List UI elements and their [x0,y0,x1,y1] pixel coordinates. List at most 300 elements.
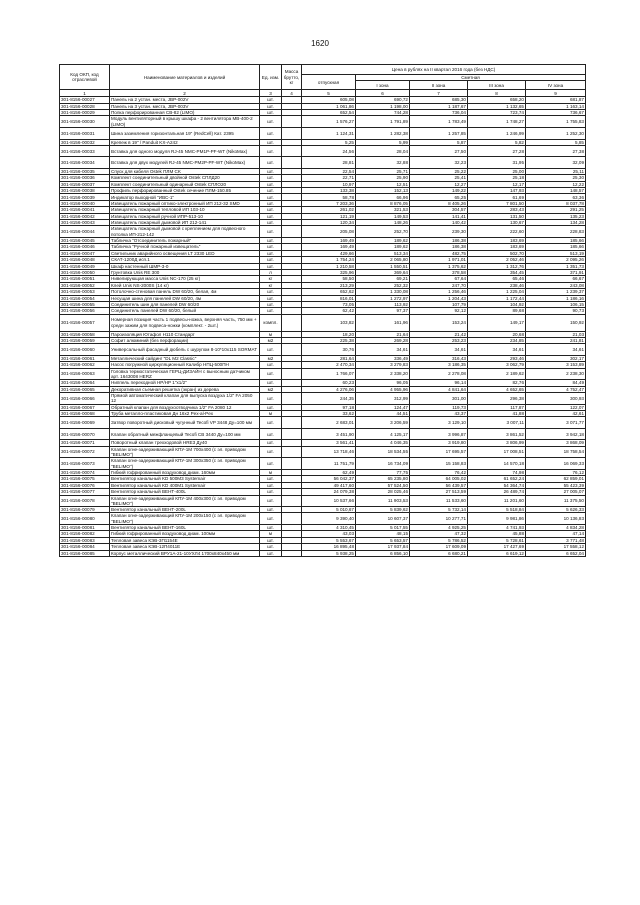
price-zone-2: 10 277,71 [410,513,468,525]
item-mass [282,458,302,470]
price-zone-1: 12,51 [356,181,410,187]
item-unit: шт. [260,213,282,219]
price-zone-1: 2 065,80 [356,257,410,263]
price-zone-4: 27 005,07 [526,489,586,495]
column-number: 9 [526,90,586,97]
item-unit: кг [260,276,282,282]
price-zone-1: 513,34 [356,250,410,256]
header-price-caption: Цена в рублях на II квартал 2016 года (без НДС) [302,65,586,75]
item-name: Обратный клапан для воздухоотводчика 1/2" FA 2080 12 [110,404,260,410]
item-code: 301-8156-00037 [60,181,110,187]
price-table [59,64,586,557]
price-zone-2: 56 439,57 [410,482,468,488]
item-name: Затвор поворотный дисковый чугунный Tecofi VP 3448 Ду=100 мм [110,417,260,429]
price-zone-2: 141,41 [410,213,468,219]
price-zone-1: 65 235,80 [356,476,410,482]
item-code: 301-8156-00065 [60,386,110,392]
item-code: 301-8156-00075 [60,476,110,482]
item-unit: шт. [260,301,282,307]
item-unit: шт. [260,404,282,410]
price-zone-4: 4 834,28 [526,525,586,531]
item-unit: м2 [260,386,282,392]
item-mass [282,393,302,405]
item-unit: шт. [260,344,282,356]
price-zone-2: 43,37 [410,411,468,417]
item-unit: м2 [260,355,282,361]
price-zone-1: 25,71 [356,168,410,174]
price-zone-2: 27 513,59 [410,489,468,495]
price-zone-4: 55 423,39 [526,482,586,488]
price-release: 13 718,46 [302,446,356,458]
item-unit: шт. [260,380,282,386]
price-zone-2: 153,24 [410,314,468,331]
header-code: Код ОКП, код отраслевой [60,65,110,90]
item-name: Вентилятор канальный KD 500M3 Systemair [110,476,260,482]
item-unit: шт. [260,175,282,181]
price-zone-3: 283,43 [468,207,526,213]
price-zone-2: 186,38 [410,244,468,250]
price-zone-1: 10 607,37 [356,513,410,525]
price-zone-4: 76,12 [526,469,586,475]
price-zone-1: 113,92 [356,301,410,307]
price-zone-4: 17 558,12 [526,544,586,550]
price-release: 103,82 [302,314,356,331]
item-code: 301-8156-00034 [60,157,110,169]
item-name: Извещатель пожарный ручной ИПР-513-10 [110,213,260,219]
price-zone-2: 92,12 [410,308,468,314]
column-number: 2 [110,90,260,97]
item-name: Номерная позиция часть 1 подвесы-ножка, верхняя часть, 750 мм + средн зажим для подвеса-ножки (комплект. - 2шт.) [110,314,260,331]
table-row [60,368,586,380]
price-zone-4: 5,85 [526,139,586,145]
item-unit: шт. [260,128,282,140]
price-zone-1: 148,26 [356,220,410,226]
price-release: 7 203,36 [302,200,356,206]
item-name: Клапан огне-задерживающий КПУ-1М 400х300 (с эл. приводом "BELIMO") [110,495,260,507]
price-zone-2: 12,27 [410,181,468,187]
item-unit: м [260,411,282,417]
price-zone-4: 90,73 [526,308,586,314]
price-zone-4: 1 239,37 [526,289,586,295]
item-name: Гибкий гофрированный воздуховод диам. 100мм [110,531,260,537]
price-zone-2: 3 919,80 [410,440,468,446]
price-zone-1: 321,53 [356,207,410,213]
price-zone-4: 84,49 [526,380,586,386]
price-zone-1: 3 279,83 [356,362,410,368]
price-zone-4: 47,14 [526,531,586,537]
item-code: 301-8156-00029 [60,110,110,116]
price-zone-3: 54 364,74 [468,482,526,488]
column-numbers-row [60,90,586,97]
item-code: 301-8156-00085 [60,550,110,556]
item-unit: шт. [260,495,282,507]
item-name: Насос погружной циркуляционный Калибр НПЦ-500ПН [110,362,260,368]
price-zone-4: 736,67 [526,110,586,116]
price-zone-4: 3 771,48 [526,537,586,543]
price-zone-4: 148,57 [526,188,586,194]
price-zone-1: 8 876,05 [356,200,410,206]
item-name: Нивелирующая масса Unis NC-170 (25 кг) [110,276,260,282]
item-name: Комплект соединительный одинарный Ostek CПЛО20 [110,181,260,187]
price-release: 652,62 [302,289,356,295]
item-unit: шт. [260,446,282,458]
price-release: 652,54 [302,110,356,116]
price-zone-4: 1 163,14 [526,103,586,109]
price-release: 2 470,34 [302,362,356,368]
price-zone-4: 63,36 [526,194,586,200]
column-number: 7 [410,90,468,97]
price-zone-4: 106,15 [526,301,586,307]
item-mass [282,145,302,157]
price-zone-3: 27,28 [468,145,526,157]
item-unit: компл. [260,314,282,331]
price-zone-3: 222,60 [468,226,526,238]
price-zone-2: 1 256,46 [410,289,468,295]
price-zone-3: 4 741,93 [468,525,526,531]
price-zone-1: 152,13 [356,188,410,194]
price-release: 56 042,37 [302,476,356,482]
price-zone-1: 269,28 [356,338,410,344]
price-zone-1: 11 903,53 [356,495,410,507]
item-mass [282,428,302,440]
item-mass [282,157,302,169]
price-zone-2: 149,22 [410,188,468,194]
price-zone-1: 1 550,51 [356,263,410,269]
item-name: Вентилятор канальный ВЕНТ-400L [110,489,260,495]
price-zone-4: 34,61 [526,344,586,356]
price-zone-2: 6 680,21 [410,550,468,556]
price-release: 213,29 [302,282,356,288]
item-code: 301-8156-00079 [60,507,110,513]
price-zone-3: 234,85 [468,338,526,344]
column-number: 5 [302,90,356,97]
item-name: Модуль вентиляторный в крышу шкафа - 2 вентилятора MB-400-2 (LIMO) [110,116,260,128]
item-mass [282,226,302,238]
price-zone-1: 189,62 [356,237,410,243]
price-release: 60,23 [302,380,356,386]
price-zone-1: 1 272,97 [356,295,410,301]
price-zone-3: 4 652,65 [468,386,526,392]
price-release: 3 561,41 [302,440,356,446]
price-release: 16 895,48 [302,544,356,550]
price-zone-3: 6 619,12 [468,550,526,556]
table-row [60,145,586,157]
item-unit: шт. [260,188,282,194]
price-zone-4: 1 755,83 [526,116,586,128]
price-zone-1: 18 534,55 [356,446,410,458]
price-zone-4: 42,61 [526,411,586,417]
item-name: Тепловая завеса КЭВ-3П1154Е [110,537,260,543]
price-zone-3: 1 225,04 [468,289,526,295]
price-zone-3: 1 312,76 [468,263,526,269]
item-code: 301-8156-00040 [60,200,110,206]
price-zone-1: 5,99 [356,139,410,145]
price-zone-2: 1 187,67 [410,103,468,109]
price-zone-1: 77,75 [356,469,410,475]
item-name: Софит алюминий (без перфорации) [110,338,260,344]
price-release: 62,49 [302,469,356,475]
item-code: 301-8156-00078 [60,495,110,507]
item-code: 301-8156-00033 [60,145,110,157]
item-name: Полка перфорированная CB-82 (LIMO) [110,110,260,116]
price-zone-1: 252,70 [356,226,410,238]
table-row [60,393,586,405]
price-zone-2: 17 609,09 [410,544,468,550]
price-release: 133,38 [302,188,356,194]
price-release: 62,42 [302,308,356,314]
price-zone-1: 16 734,09 [356,458,410,470]
item-unit: шт. [260,194,282,200]
price-zone-2: 107,79 [410,301,468,307]
price-zone-2: 1 375,62 [410,263,468,269]
item-code: 301-8156-00039 [60,194,110,200]
price-zone-2: 5 732,14 [410,507,468,513]
price-zone-3: 723,74 [468,110,526,116]
price-zone-2: 21,42 [410,331,468,337]
price-release: 1 210,58 [302,263,356,269]
item-unit: шт. [260,544,282,550]
price-zone-2: 5 786,52 [410,537,468,543]
item-code: 301-8156-00084 [60,544,110,550]
item-unit: л [260,269,282,275]
price-zone-3: 65,46 [468,276,526,282]
price-zone-3: 7 801,50 [468,200,526,206]
item-code: 301-8156-00046 [60,244,110,250]
price-zone-4: 243,08 [526,282,586,288]
item-code: 301-8156-00081 [60,525,110,531]
item-code: 301-8156-00048 [60,257,110,263]
item-name: Панель на 3 устан. места, JBP-003V [110,103,260,109]
price-release: 10,97 [302,181,356,187]
price-release: 1 766,07 [302,368,356,380]
price-release: 10 537,66 [302,495,356,507]
price-zone-4: 122,07 [526,404,586,410]
item-unit: шт. [260,257,282,263]
price-zone-3: 45,88 [468,531,526,537]
price-zone-1: 1 791,89 [356,116,410,128]
price-zone-3: 74,98 [468,469,526,475]
price-zone-1: 5 017,55 [356,525,410,531]
price-zone-3: 296,38 [468,393,526,405]
price-zone-1: 34,61 [356,344,410,356]
item-name: Вставка для двух модулей RJ-45 NMC-PM2P-PF-WT (NikoMax) [110,157,260,169]
item-unit: шт. [260,103,282,109]
item-code: 301-8156-00056 [60,308,110,314]
item-unit: м [260,331,282,337]
price-zone-2: 1 971,01 [410,257,468,263]
price-zone-4: 25,30 [526,175,586,181]
item-code: 301-8156-00068 [60,411,110,417]
price-zone-1: 17 937,84 [356,544,410,550]
price-zone-4: 6 652,04 [526,550,586,556]
table-row [60,417,586,429]
item-name: Труба металло-пластиковая Дн 16х2 Pex-al-Pex [110,411,260,417]
item-unit: шт. [260,97,282,103]
table-row [60,495,586,507]
price-zone-2: 3 996,87 [410,428,468,440]
price-release: 43,03 [302,531,356,537]
price-release: 33,62 [302,411,356,417]
price-release: 1 576,27 [302,116,356,128]
price-zone-3: 61 652,24 [468,476,526,482]
item-code: 301-8156-00055 [60,301,110,307]
price-zone-2: 140,42 [410,220,468,226]
item-unit: шт. [260,168,282,174]
item-unit: шт. [260,428,282,440]
item-name: Грунтовка Unis RE 300 [110,269,260,275]
item-code: 301-8156-00077 [60,489,110,495]
price-zone-1: 25,90 [356,175,410,181]
header-unit: Ед. изм. [260,65,282,90]
price-zone-4: 185,66 [526,237,586,243]
item-code: 301-8156-00057 [60,314,110,331]
price-zone-2: 3 129,10 [410,417,468,429]
price-zone-3: 26 489,74 [468,489,526,495]
price-zone-3: 2 189,62 [468,368,526,380]
price-zone-2: 304,57 [410,207,468,213]
price-zone-2: 1 783,49 [410,116,468,128]
item-mass [282,314,302,331]
price-zone-2: 482,75 [410,250,468,256]
item-name: Извещатель пожарный дымовой ИП 212-141 [110,220,260,226]
price-zone-4: 135,23 [526,213,586,219]
price-zone-1: 124,47 [356,404,410,410]
price-release: 169,49 [302,244,356,250]
item-unit: шт. [260,440,282,446]
item-code: 301-8156-00083 [60,537,110,543]
price-release: 5,25 [302,139,356,145]
price-zone-1: 336,49 [356,355,410,361]
item-name: Спуск для кабеля Ostek ПЛМ CK [110,168,260,174]
item-unit: шт. [260,244,282,250]
page-number: 1620 [311,39,329,48]
price-release: 281,64 [302,355,356,361]
item-code: 301-8156-00027 [60,97,110,103]
item-mass [282,550,302,556]
item-code: 301-8156-00028 [60,103,110,109]
price-release: 1 124,31 [302,128,356,140]
price-zone-4: 134,28 [526,220,586,226]
column-number: 6 [356,90,410,97]
price-zone-3: 658,20 [468,97,526,103]
price-zone-3: 3 806,99 [468,440,526,446]
item-unit: шт. [260,507,282,513]
price-zone-3: 17 008,51 [468,446,526,458]
price-zone-4: 302,17 [526,355,586,361]
price-zone-3: 354,45 [468,269,526,275]
price-zone-4: 241,81 [526,338,586,344]
item-name: Поворотный клапан трехходовой HRE3 Ду40 [110,440,260,446]
price-zone-1: 149,53 [356,213,410,219]
item-name: Несущая шина для панелей DW 60/20, 4м [110,295,260,301]
price-zone-3: 14 570,18 [468,458,526,470]
price-zone-1: 21,64 [356,331,410,337]
price-zone-2: 736,04 [410,110,468,116]
price-zone-1: 744,28 [356,110,410,116]
price-zone-2: 239,30 [410,226,468,238]
table-body [60,97,586,557]
table-row [60,128,586,140]
item-code: 301-8156-00072 [60,446,110,458]
price-zone-3: 3 861,52 [468,428,526,440]
price-zone-3: 104,92 [468,301,526,307]
price-release: 605,08 [302,97,356,103]
item-name: Тепловая завеса КЭВ-12П4011Е [110,544,260,550]
price-zone-2: 119,73 [410,404,468,410]
item-code: 301-8156-00062 [60,362,110,368]
table-row [60,226,586,238]
price-zone-2: 15 158,83 [410,458,468,470]
price-zone-1: 3 206,59 [356,417,410,429]
price-zone-3: 2 052,46 [468,257,526,263]
item-unit: шт. [260,525,282,531]
item-code: 301-8156-00071 [60,440,110,446]
price-zone-4: 371,91 [526,269,586,275]
item-name: Металлический сайдинг "DL M2 Classic" [110,355,260,361]
price-release: 205,08 [302,226,356,238]
header-estimate: Сметная [356,75,586,81]
price-zone-3: 1 246,99 [468,128,526,140]
price-zone-3: 41,88 [468,411,526,417]
item-unit: шт. [260,295,282,301]
price-zone-4: 12,22 [526,181,586,187]
item-unit: шт. [260,368,282,380]
price-zone-2: 47,32 [410,531,468,537]
price-release: 2 683,01 [302,417,356,429]
item-name: Потолочно-стеновая панель DW 60/20, белая, 4м [110,289,260,295]
item-name: Клапан огне-задерживающий КПУ-1М 200х150 (с эл. приводом "BELIMO") [110,513,260,525]
price-release: 1 754,24 [302,257,356,263]
price-release: 11 751,79 [302,458,356,470]
price-zone-3: 131,50 [468,213,526,219]
item-name: Головка термостатическая ГЕРЦ-ДИЗАЙН с выносным датчиком арт. 1643008 HERZ [110,368,260,380]
price-zone-4: 3 942,18 [526,428,586,440]
price-release: 49 417,60 [302,482,356,488]
price-zone-1: 6 856,10 [356,550,410,556]
item-unit: шт. [260,513,282,525]
price-release: 9 390,40 [302,513,356,525]
item-mass [282,446,302,458]
price-zone-1: 96,05 [356,380,410,386]
table-row [60,446,586,458]
table-row [60,344,586,356]
price-zone-1: 4 955,96 [356,386,410,392]
item-code: 301-8156-00050 [60,269,110,275]
price-zone-4: 8 037,78 [526,200,586,206]
item-name: Вентилятор канальный KD 400M1 Systemair [110,482,260,488]
item-name: Комплект соединительный двойной Ostek CПЛД20 [110,175,260,181]
column-number: 3 [260,90,282,97]
price-zone-1: 97,37 [356,308,410,314]
price-zone-1: 57 524,50 [356,482,410,488]
price-release: 24,56 [302,145,356,157]
item-code: 301-8156-00045 [60,237,110,243]
price-zone-2: 316,43 [410,355,468,361]
price-zone-3: 502,70 [468,250,526,256]
price-zone-1: 1 282,38 [356,128,410,140]
item-name: Клапан огне-задерживающий КПУ-1М 300х350 (с эл. приводом "BELIMO") [110,458,260,470]
price-zone-4: 1 186,16 [526,295,586,301]
table-row [60,550,586,556]
item-name: Извещатель пожарный тепловой ИП 103-10 [110,207,260,213]
price-release: 18,20 [302,331,356,337]
price-zone-3: 3 062,79 [468,362,526,368]
price-release: 244,35 [302,393,356,405]
price-zone-3: 183,69 [468,244,526,250]
item-name: Панель на 2 устан. места, JBP-002V [110,97,260,103]
price-zone-3: 147,93 [468,188,526,194]
price-zone-2: 253,23 [410,338,468,344]
